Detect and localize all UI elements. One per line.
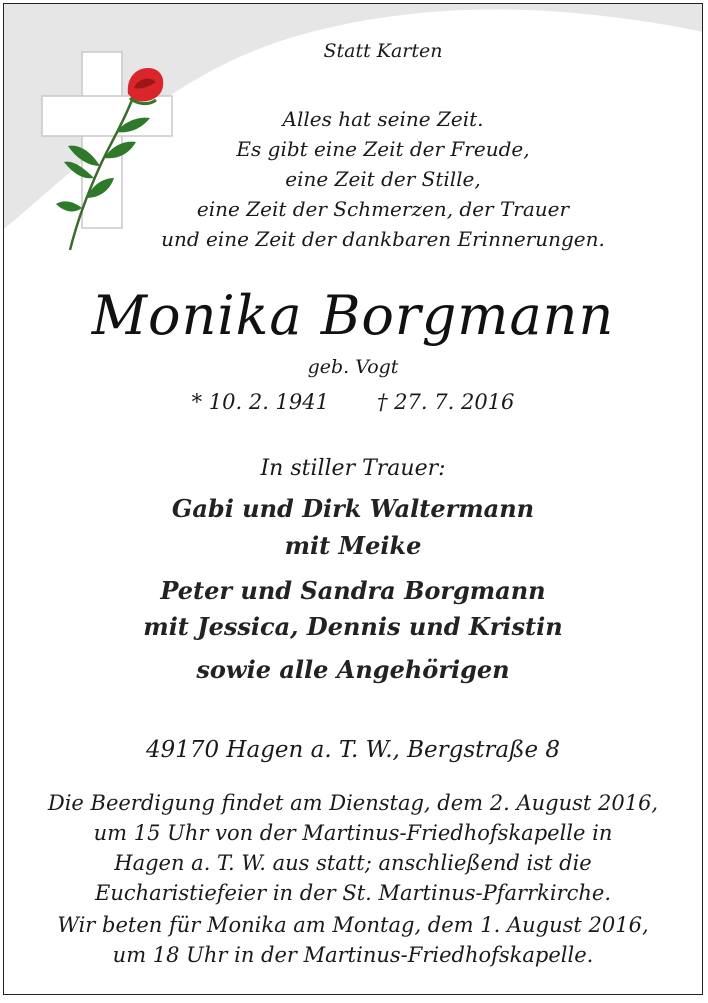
poem-line: und eine Zeit der dankbaren Erinnerungen.	[161, 227, 605, 251]
funeral-info-line: Hagen a. T. W. aus statt; anschließend ist die	[114, 851, 592, 875]
maiden-name: geb. Vogt	[307, 356, 399, 378]
statt-karten-heading: Statt Karten	[323, 40, 443, 62]
prayer-info-line: Wir beten für Monika am Montag, dem 1. August 2016,	[57, 913, 649, 937]
funeral-info-line: Eucharistiefeier in der St. Martinus-Pfarrkirche.	[94, 881, 612, 905]
mourner-line: Gabi und Dirk Waltermann	[171, 494, 535, 523]
poem-line: Alles hat seine Zeit.	[282, 107, 484, 131]
prayer-info-line: um 18 Uhr in der Martinus-Friedhofskapelle.	[112, 943, 594, 967]
mourner-line: sowie alle Angehörigen	[196, 655, 510, 684]
life-dates	[4, 390, 702, 414]
funeral-info	[4, 788, 702, 908]
poem-line: eine Zeit der Schmerzen, der Trauer	[196, 197, 570, 221]
funeral-info-line: um 15 Uhr von der Martinus-Friedhofskapelle in	[93, 821, 613, 845]
birth-date: * 10. 2. 1941	[191, 390, 329, 414]
poem-line: eine Zeit der Stille,	[285, 167, 481, 191]
poem-line: Es gibt eine Zeit der Freude,	[236, 137, 530, 161]
mourner-line: mit Meike	[284, 531, 422, 560]
mourners-intro: In stiller Trauer:	[260, 456, 446, 481]
family-address: 49170 Hagen a. T. W., Bergstraße 8	[145, 737, 561, 763]
funeral-info-line: Die Beerdigung findet am Dienstag, dem 2. August 2016,	[47, 791, 659, 815]
deceased-name: Monika Borgmann	[91, 284, 615, 347]
death-date: † 27. 7. 2016	[377, 390, 515, 414]
obituary-notice	[3, 3, 703, 995]
mourner-line: mit Jessica, Dennis und Kristin	[143, 612, 563, 641]
mourner-line: Peter und Sandra Borgmann	[160, 576, 546, 605]
poem	[64, 104, 702, 254]
prayer-info	[4, 910, 702, 970]
